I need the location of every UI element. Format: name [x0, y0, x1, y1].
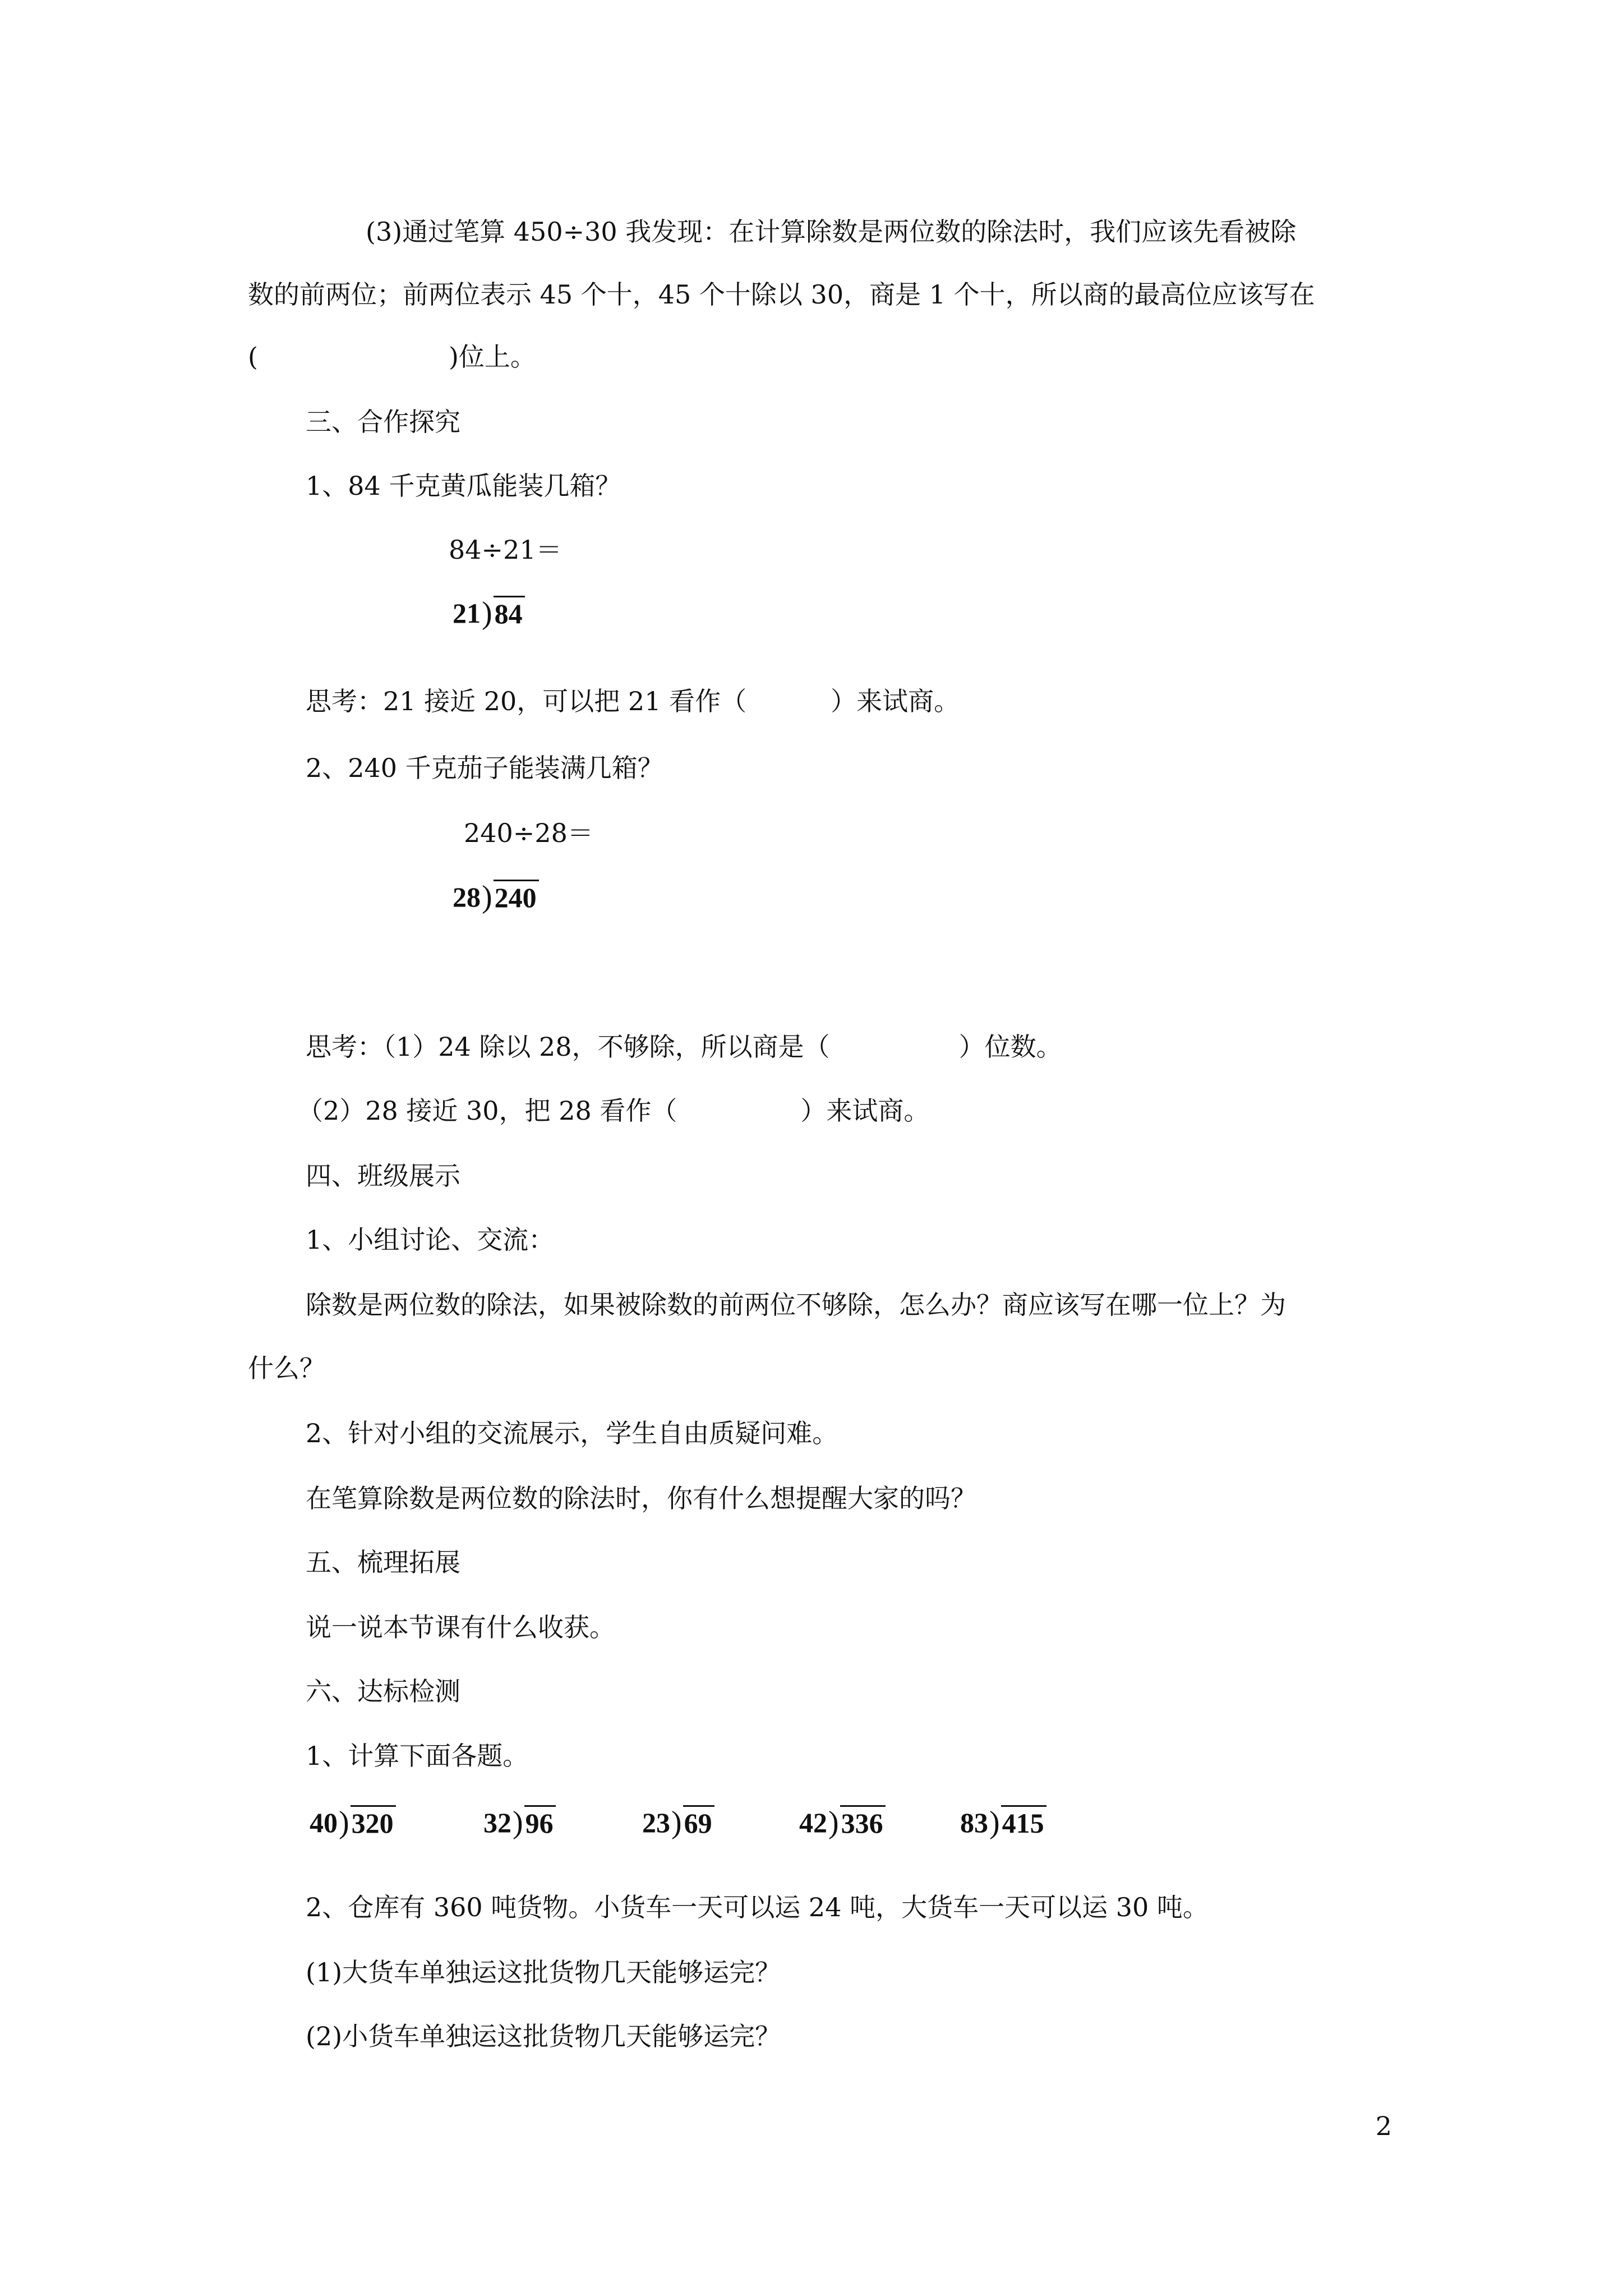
sub-heading: 2、针对小组的交流展示，学生自由质疑问难。	[306, 1418, 838, 1448]
problem-question: 1、84 千克黄瓜能装几箱？	[306, 471, 621, 501]
think-prompt	[297, 1094, 929, 1128]
section-heading: 六、达标检测	[306, 1676, 460, 1706]
long-division	[453, 880, 539, 914]
dividend: 84	[494, 596, 525, 630]
section-heading: 三、合作探究	[306, 407, 460, 437]
divisor: 21	[453, 597, 481, 629]
section-heading: 五、梳理拓展	[306, 1547, 460, 1577]
think-text: ）位数。	[958, 1032, 1062, 1062]
dividend: 320	[351, 1805, 396, 1839]
division-bracket: )	[513, 1805, 523, 1840]
long-division	[453, 596, 525, 630]
long-division	[642, 1805, 714, 1839]
dividend: 69	[683, 1805, 714, 1839]
page-number: 2	[1375, 2111, 1392, 2141]
think-text: ）来试商。	[831, 686, 960, 716]
paragraph-line: 什么？	[248, 1353, 325, 1383]
think-text: 思考：21 接近 20，可以把 21 看作（	[306, 686, 747, 716]
equation: 84÷21＝	[449, 535, 562, 565]
dividend: 240	[494, 880, 539, 914]
divisor: 23	[642, 1807, 670, 1838]
division-bracket: )	[671, 1805, 682, 1840]
long-division	[310, 1805, 396, 1839]
divisor: 42	[799, 1807, 827, 1838]
divisor: 32	[483, 1807, 511, 1838]
problem-question: (2)小货车单独运这批货物几天能够运完？	[306, 2021, 781, 2051]
division-bracket: )	[989, 1805, 1000, 1840]
long-division	[960, 1805, 1046, 1839]
sub-heading: 1、计算下面各题。	[306, 1741, 529, 1771]
dividend: 336	[840, 1805, 886, 1839]
dividend: 415	[1001, 1805, 1046, 1839]
divisor: 28	[453, 881, 481, 913]
problem-question: 2、240 千克茄子能装满几箱？	[306, 753, 663, 783]
division-bracket: )	[482, 596, 492, 631]
long-division	[799, 1805, 886, 1839]
think-text: （2）28 接近 30，把 28 看作（	[297, 1096, 677, 1126]
open-paren: (	[248, 342, 258, 372]
fill-in-line	[248, 340, 536, 374]
closing-text: )位上。	[448, 342, 536, 372]
problem-question: (1)大货车单独运这批货物几天能够运完？	[306, 1957, 781, 1987]
think-prompt	[306, 684, 960, 718]
division-bracket: )	[339, 1805, 349, 1840]
think-text: 思考：（1）24 除以 28，不够除，所以商是（	[306, 1032, 830, 1062]
division-bracket: )	[482, 880, 492, 914]
think-text: ）来试商。	[800, 1096, 930, 1126]
paragraph-line: 数的前两位；前两位表示 45 个十，45 个十除以 30，商是 1 个十，所以商的最高位应该写在	[248, 279, 1315, 310]
equation: 240÷28＝	[464, 818, 593, 848]
section-heading: 四、班级展示	[306, 1161, 460, 1191]
paragraph-line: 说一说本节课有什么收获。	[306, 1612, 615, 1642]
think-prompt	[306, 1030, 1062, 1064]
divisor: 83	[960, 1807, 988, 1838]
long-division	[483, 1805, 556, 1839]
division-bracket: )	[828, 1805, 839, 1840]
divisor: 40	[310, 1807, 338, 1838]
problem-question: 2、仓库有 360 吨货物。小货车一天可以运 24 吨，大货车一天可以运 30 吨。	[306, 1892, 1209, 1922]
paragraph-line: 除数是两位数的除法，如果被除数的前两位不够除，怎么办？商应该写在哪一位上？为	[306, 1290, 1286, 1320]
paragraph-line: (3)通过笔算 450÷30 我发现：在计算除数是两位数的除法时，我们应该先看被除	[366, 217, 1297, 247]
dividend: 96	[524, 1805, 556, 1839]
sub-heading: 1、小组讨论、交流：	[306, 1225, 555, 1255]
paragraph-line: 在笔算除数是两位数的除法时，你有什么想提醒大家的吗？	[306, 1483, 976, 1513]
